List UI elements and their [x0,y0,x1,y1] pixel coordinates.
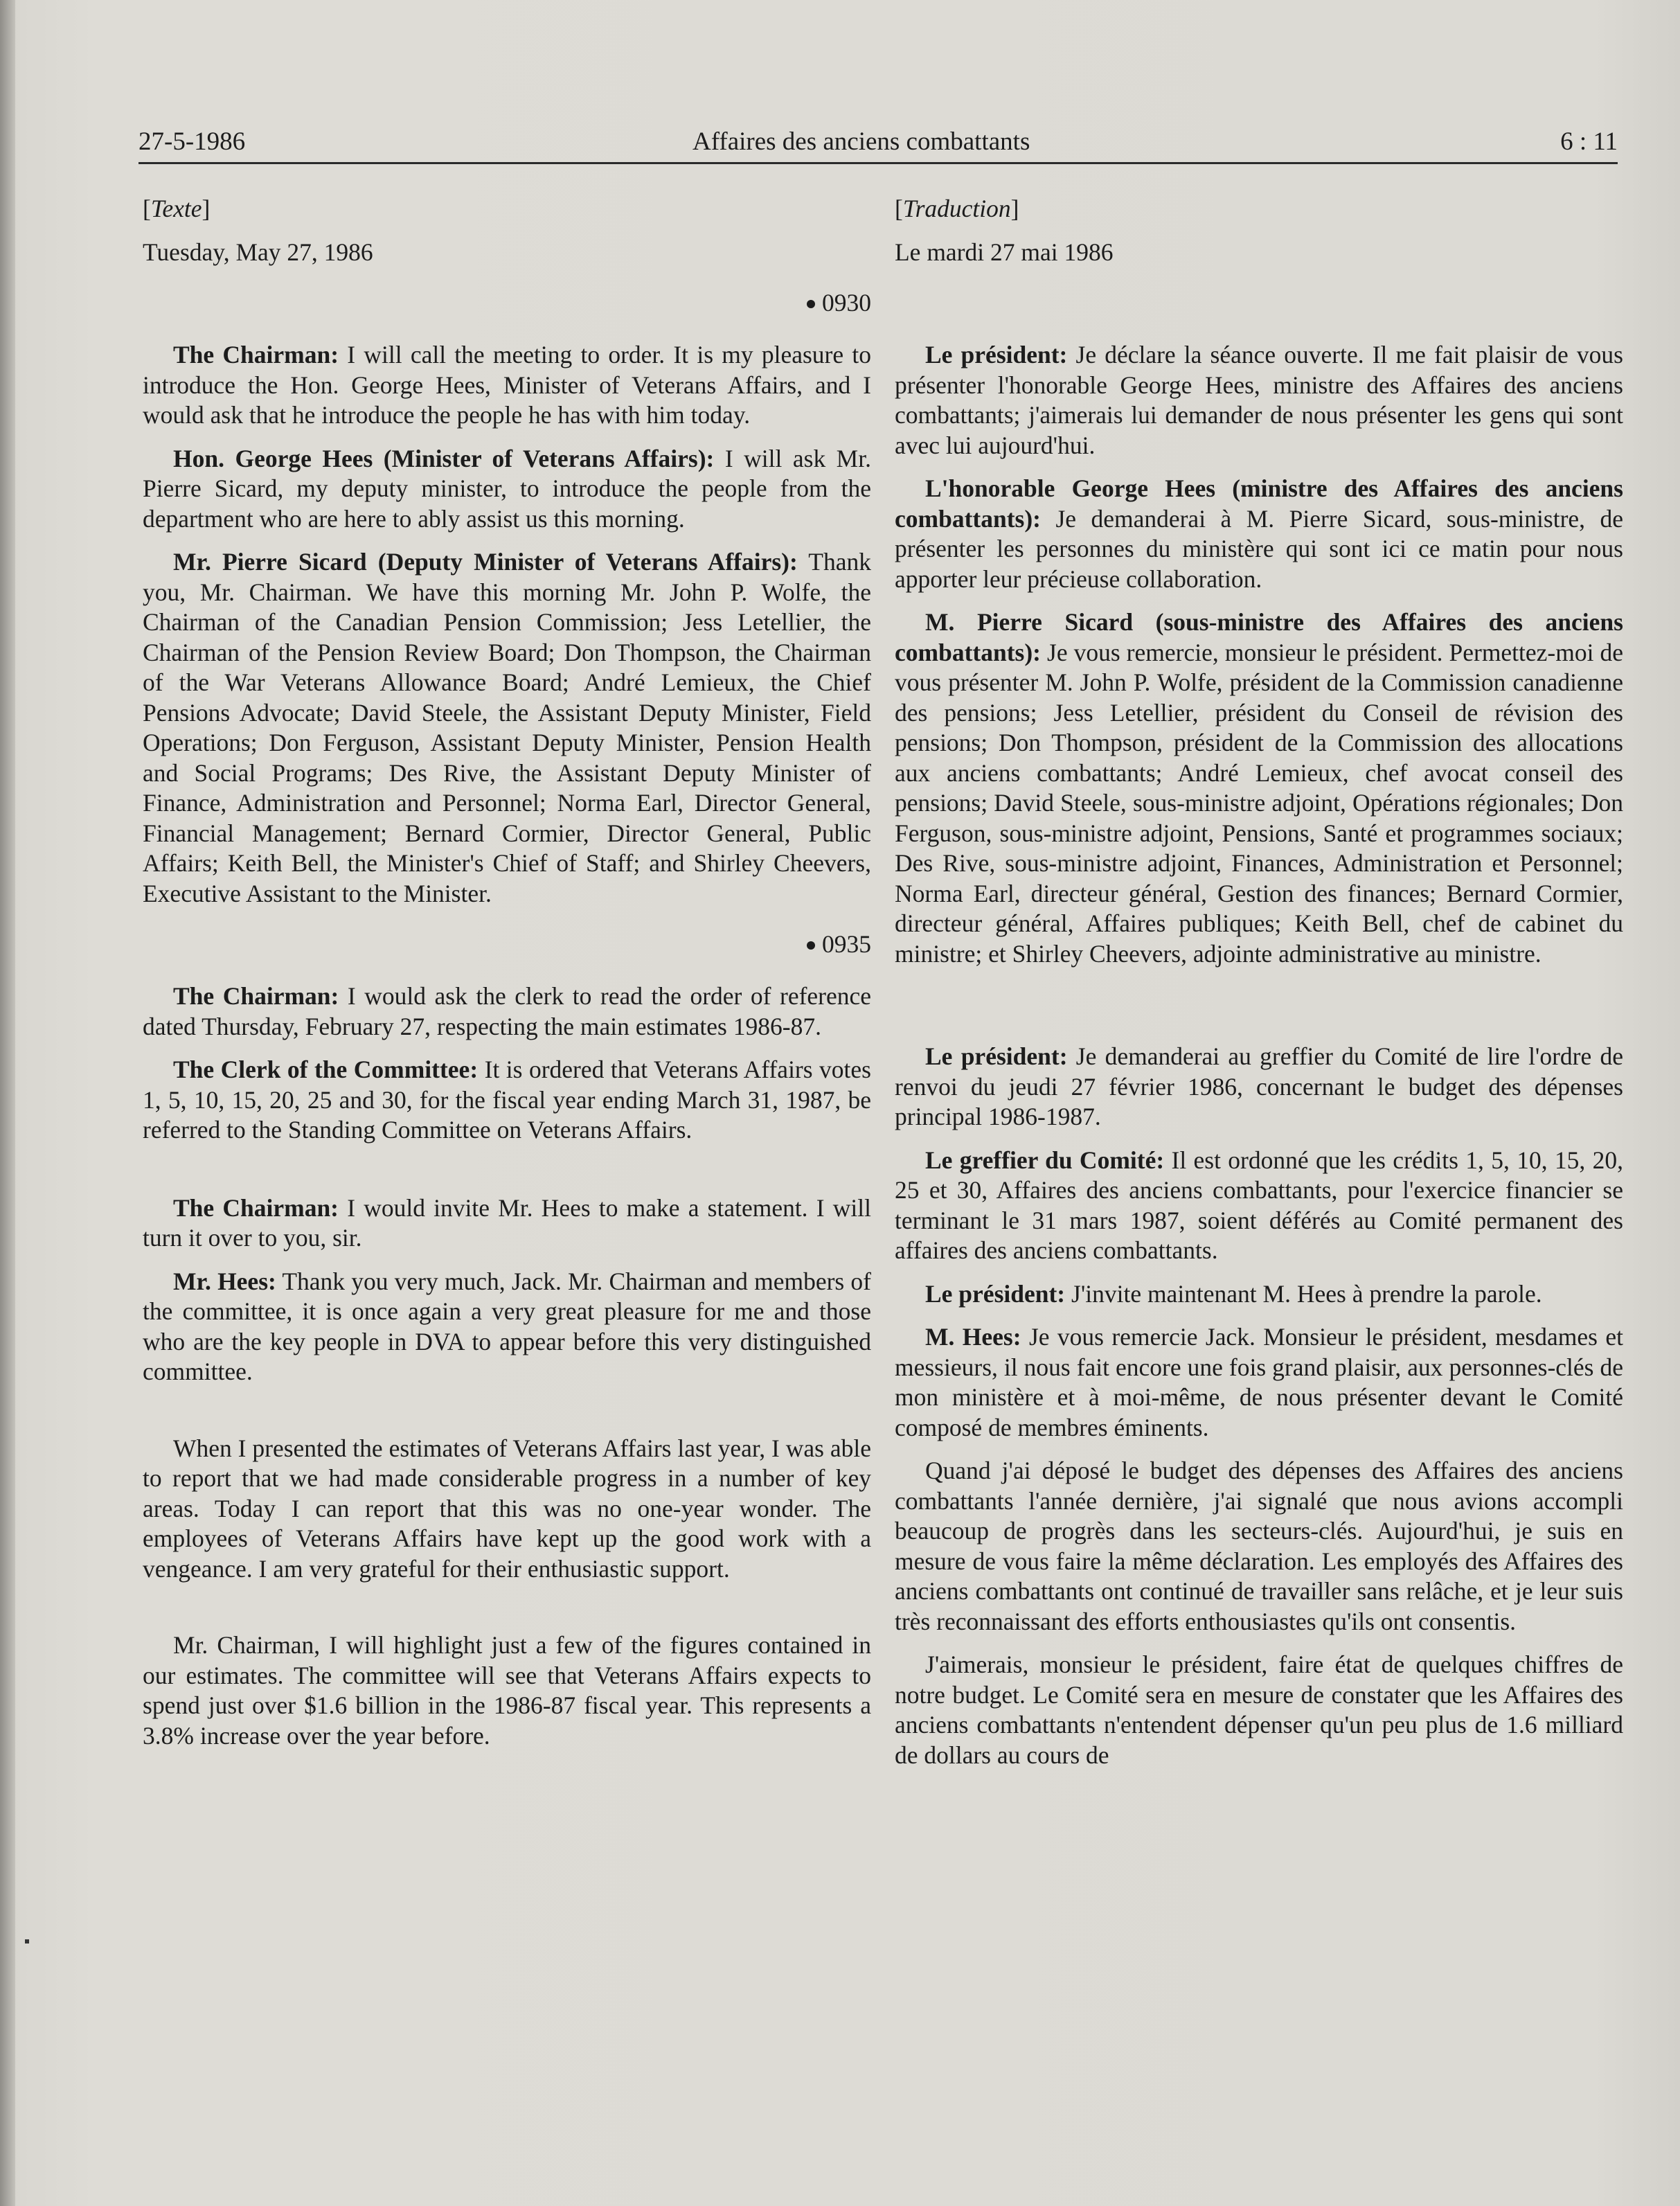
sitting-date: Le mardi 27 mai 1986 [895,238,1114,266]
sitting-date: Tuesday, May 27, 1986 [143,238,373,266]
header-rule [138,162,1618,164]
paragraph [143,1193,871,1254]
speaker: L'honorable George Hees (ministre des Affaires des anciens combattants): [895,474,1623,533]
speaker: M. Pierre Sicard (sous-ministre des Affaires des anciens combattants): [895,608,1623,666]
speaker: The Chairman: [173,341,339,368]
paragraph [895,1042,1623,1132]
paragraph [143,340,871,431]
english-column [143,194,871,1764]
speech: I will ask Mr. Pierre Sicard, my deputy minister, to introduce the people from the department who are here to ably assist us this morning. [143,444,871,533]
speaker: The Chairman: [173,982,339,1010]
speech: Je déclare la séance ouverte. Il me fait plaisir de vous présenter l'honorable George Hees, ministre des Affaires des anciens combattants; j'aimerais lui demander de nous présenter les gens qui sont avec lui aujourd'hui. [895,341,1623,459]
paragraph: When I presented the estimates of Veterans Affairs last year, I was able to report that we had made considerable progress in a number of key areas. Today I can report that this was no one-year wonder. The employees of Veterans Affairs have kept up the good work with a vengeance. I am very grateful for their enthusiastic support. [143,1434,871,1583]
speech: J'invite maintenant M. Hees à prendre la parole. [1065,1279,1542,1308]
time-marker [143,281,871,325]
speech: Je vous remercie Jack. Monsieur le président, mesdames et messieurs, il nous fait encore une fois grand plaisir, aux personnes-clés de mon ministère et à moi-même, de nous présenter devant le Comité composé de membres éminents. [895,1323,1623,1441]
paragraph [895,340,1623,461]
section-label: [Texte] [143,195,211,222]
time-text: 0935 [822,930,871,958]
section-label-text: Traduction [902,195,1011,222]
paragraph [143,444,871,535]
speaker: Mr. Hees: [173,1267,276,1295]
paragraph [143,547,871,909]
header-date: 27-5-1986 [138,127,246,156]
header-title: Affaires des anciens combattants [692,127,1030,156]
speaker: The Chairman: [173,1193,339,1222]
speech: It is ordered that Veterans Affairs votes 1, 5, 10, 15, 20, 25 and 30, for the fiscal year ending March 31, 1987, be referred to the Standing Committee on Veterans Affairs. [143,1056,871,1144]
time-text: 0930 [822,289,871,317]
paragraph [143,1055,871,1146]
speaker: Le greffier du Comité: [925,1146,1165,1174]
paragraph: Mr. Chairman, I will highlight just a few of the figures contained in our estimates. The committee will see that Veterans Affairs expects to spend just over $1.6 billion in the 1986-87 fiscal year. This represents a 3.8% increase over the year before. [143,1631,871,1750]
scan-speck [25,1939,29,1943]
speech: Il est ordonné que les crédits 1, 5, 10, 15, 20, 25 et 30, Affaires des anciens combattants, pour l'exercice financier se terminant le 31 mars 1987, soient déférés au Comité permanent des affaires des anciens combattants. [895,1146,1623,1264]
time-marker [143,922,871,966]
paragraph [895,474,1623,594]
header-page-number: 6 : 11 [1560,127,1618,156]
page-binding-edge [0,0,15,2206]
paragraph [895,607,1623,969]
paragraph: Quand j'ai déposé le budget des dépenses des Affaires des anciens combattants l'année dernière, j'ai signalé que nous avions accompli beaucoup de progrès dans les secteurs-clés. Aujourd'hui, je suis en mesure de vous faire la même déclaration. Les employés des Affaires des anciens combattants ont continué de travailler sans relâche, et je leur suis très reconnaissant des efforts enthousiastes qu'ils ont consentis. [895,1457,1623,1635]
speaker: Hon. George Hees (Minister of Veterans Affairs): [173,444,715,472]
speech: Thank you, Mr. Chairman. We have this morning Mr. John P. Wolfe, the Chairman of the Canadian Pension Commission; Jess Letellier, the Chairman of the Pension Review Board; Don Thompson, the Chairman of the War Veterans Allowance Board; André Lemieux, the Chief Pensions Advocate; David Steele, the Assistant Deputy Minister, Field Operations; Don Ferguson, Assistant Deputy Minister, Pension Health and Social Programs; Des Rive, the Assistant Deputy Minister of Finance, Administration and Personnel; Norma Earl, Director General, Financial Management; Bernard Cormier, Director General, Public Affairs; Keith Bell, the Minister's Chief of Staff; and Shirley Cheevers, Executive Assistant to the Minister. [143,548,871,907]
bullet-icon [807,300,815,308]
speaker: Le président: [925,341,1068,368]
speech: Thank you very much, Jack. Mr. Chairman and members of the committee, it is once again a very great pleasure for me and those who are the key people in DVA to appear before this very distinguished committee. [143,1267,871,1385]
speech: Je demanderai à M. Pierre Sicard, sous-ministre, de présenter les personnes du ministère qui sont ici ce matin pour nous apporter leur précieuse collaboration. [895,504,1623,593]
speech: Je vous remercie, monsieur le président. Permettez-moi de vous présenter M. John P. Wolfe, président de la Commission canadienne des pensions; Jess Letellier, président du Conseil de révision des pensions; Don Thompson, président de la Commission des allocations aux anciens combattants; André Lemieux, chef avocat conseil des pensions; David Steele, sous-ministre adjoint, Opérations régionales; Don Ferguson, sous-ministre adjoint, Pensions, Santé et programmes sociaux; Des Rive, sous-ministre adjoint, Finances, Administration et Personnel; Norma Earl, directeur général, Gestion des finances; Bernard Cormier, directeur général, Affaires publiques; Keith Bell, chef de cabinet du ministre; et Shirley Cheevers, adjointe administrative au ministre. [895,638,1623,968]
speaker: M. Hees: [925,1323,1021,1351]
speech: I will call the meeting to order. It is my pleasure to introduce the Hon. George Hees, Minister of Veterans Affairs, and I would ask that he introduce the people he has with him today. [143,341,871,429]
time-spacer [895,281,1623,325]
section-label: [Traduction] [895,195,1019,222]
paragraph: J'aimerais, monsieur le président, faire état de quelques chiffres de notre budget. Le Comité sera en mesure de constater que les Affaires des anciens combattants n'entendent dépenser qu'un peu plus de 1.6 milliard de dollars au cours de [895,1651,1623,1769]
paragraph [895,1146,1623,1266]
paragraph [895,1279,1623,1310]
speech: I would ask the clerk to read the order of reference dated Thursday, February 27, respecting the main estimates 1986-87. [143,982,871,1040]
french-column [895,194,1623,1784]
paragraph [895,1322,1623,1443]
speech: I would invite Mr. Hees to make a statement. I will turn it over to you, sir. [143,1193,871,1252]
paragraph [143,1267,871,1387]
speaker: The Clerk of the Committee: [173,1056,479,1083]
paragraph [143,981,871,1042]
running-header [138,118,1618,163]
speaker: Le président: [925,1279,1066,1308]
time-spacer [895,982,1623,1026]
speech: Je demanderai au greffier du Comité de lire l'ordre de renvoi du jeudi 27 février 1986, concernant le budget des dépenses principal 1986-1987. [895,1042,1623,1130]
speaker: Mr. Pierre Sicard (Deputy Minister of Veterans Affairs): [173,548,798,576]
section-label-text: Texte [150,195,202,222]
speaker: Le président: [925,1042,1068,1070]
bullet-icon [807,941,815,950]
